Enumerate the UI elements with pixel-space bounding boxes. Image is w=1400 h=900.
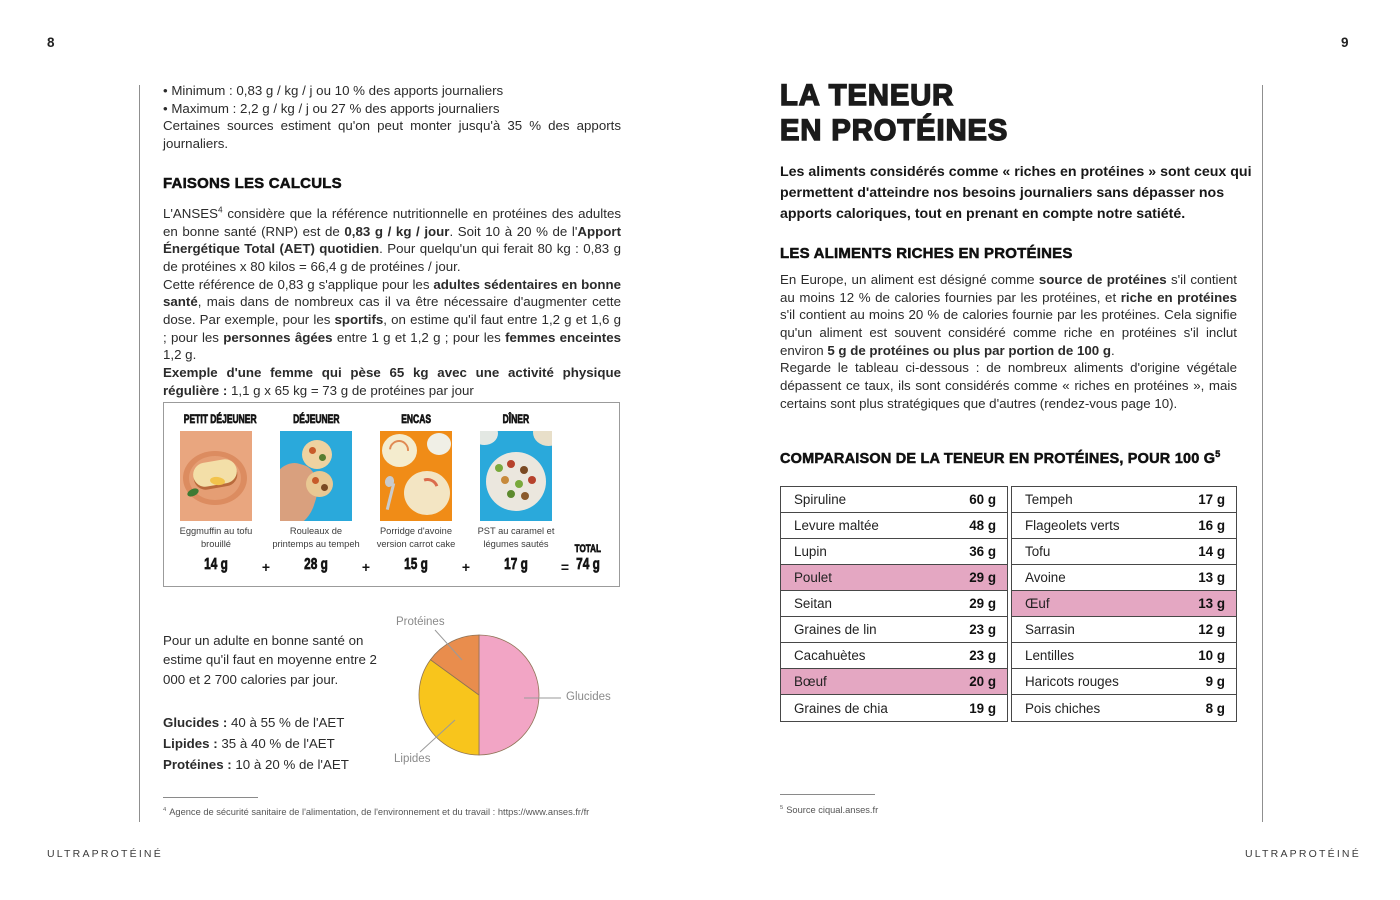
side-plate-shape	[533, 431, 552, 446]
table-row	[1012, 591, 1236, 617]
protein-table-left	[780, 486, 1008, 722]
meal-title	[471, 414, 561, 426]
grams-text: 15 g	[404, 556, 428, 573]
calories-paragraph: Pour un adulte en bonne santé on estime qu'il faut en moyenne entre 2 000 et 2 700 calories par jour.	[163, 633, 377, 687]
veggie-dot	[507, 460, 515, 468]
meal-protein-grams	[371, 556, 461, 574]
footnote-anses	[163, 807, 643, 817]
table-row	[1012, 487, 1236, 513]
food-name: Poulet	[794, 570, 832, 585]
cup-shape	[427, 433, 451, 455]
food-protein-value: 23 g	[969, 648, 996, 663]
meal-caption: Porridge d'avoine version carrot cake	[376, 526, 456, 549]
veggie-dot	[495, 464, 503, 472]
meal-caption: PST au caramel et légumes sautés	[477, 526, 555, 549]
footnote-text: Source ciqual.anses.fr	[786, 805, 879, 815]
meal-photo-porridge	[380, 431, 452, 521]
filling-dot	[319, 454, 326, 461]
right-page-rule	[1262, 85, 1263, 822]
rich-foods-heading: LES ALIMENTS RICHES EN PROTÉINES	[780, 245, 1073, 262]
book-title-footer-left: ULTRAPROTÉINÉ	[47, 848, 163, 860]
food-protein-value: 60 g	[969, 492, 996, 507]
meal-title-text: DÎNER	[502, 414, 530, 426]
meal-title	[271, 414, 361, 426]
calc-section-heading: FAISONS LES CALCULS	[163, 175, 342, 192]
food-name: Graines de lin	[794, 622, 877, 637]
macro-value: 10 à 20 % de l'AET	[231, 756, 349, 772]
footnote-marker: 5	[780, 804, 784, 811]
footnote-marker: 4	[163, 806, 167, 813]
meal-caption: Rouleaux de printemps au tempeh	[272, 526, 360, 549]
left-page-rule	[139, 85, 140, 822]
grams-text: 28 g	[304, 556, 328, 573]
macro-value: 35 à 40 % de l'AET	[217, 735, 335, 751]
chapter-title-line1: LA TENEUR	[780, 79, 955, 112]
grams-text: 14 g	[204, 556, 228, 573]
food-name: Œuf	[1025, 596, 1050, 611]
table-row	[781, 617, 1007, 643]
table-heading-footnote-marker: 5	[1215, 449, 1221, 460]
food-name: Bœuf	[794, 674, 827, 689]
meal-photo-spring-rolls	[280, 431, 352, 521]
page-number-right: 9	[1341, 35, 1349, 50]
meal-card-lunch	[271, 403, 361, 586]
table-row	[1012, 617, 1236, 643]
plus-operator: +	[361, 559, 371, 575]
table-row	[781, 695, 1007, 721]
veggie-dot	[501, 476, 509, 484]
food-protein-value: 13 g	[1198, 596, 1225, 611]
calc-paragraph: L'ANSES$^4$ considère que la référence nutritionnelle en protéines des adultes en bonne santé (RNP) est de 0,83 g / kg / jour. Soit 10 à 20 % de l'Apport Énergétique Total (AET) quotidien. Pour quelqu'un qui ferait 80 kg : 0,83 g de protéines x 80 kilos = 66,4 g de protéines / jour. Cette référence de 0,83 g s'applique pour les adultes sédentaires en bonne santé, mais dans de nombreux cas il va être nécessaire d'augmenter cette dose. Par exemple, pour les sportifs, on estime qu'il faut entre 1,2 g et 1,6 g ; pour les personnes âgées entre 1 g et 1,2 g ; pour les femmes enceintes 1,2 g. Exemple d'une femme qui pèse 65 kg avec une activité physique régulière : 1,1 g x 65 kg = 73 g de protéines par jour	[163, 205, 621, 398]
veggie-dot	[521, 492, 529, 500]
food-protein-value: 16 g	[1198, 518, 1225, 533]
calories-block	[163, 631, 383, 775]
equals-operator: =	[560, 559, 570, 575]
meal-card-snack	[371, 403, 461, 586]
food-name: Lupin	[794, 544, 827, 559]
food-protein-value: 36 g	[969, 544, 996, 559]
veggie-dot	[520, 466, 528, 474]
pie-label-lipides: Lipides	[394, 753, 431, 765]
food-name: Cacahuètes	[794, 648, 866, 663]
macro-line-proteines	[163, 754, 383, 775]
veggie-dot	[528, 476, 536, 484]
meal-title-text: DÉJEUNER	[292, 414, 340, 426]
table-heading	[780, 451, 1220, 467]
footnote-rule	[780, 794, 875, 795]
food-protein-value: 48 g	[969, 518, 996, 533]
pie-label-proteines: Protéines	[396, 616, 445, 628]
plus-operator: +	[261, 559, 271, 575]
food-name: Graines de chia	[794, 700, 888, 716]
table-row	[781, 591, 1007, 617]
table-row	[1012, 643, 1236, 669]
filling-dot	[321, 484, 328, 491]
book-title-footer-right: ULTRAPROTÉINÉ	[1245, 848, 1361, 860]
food-name: Pois chiches	[1025, 700, 1101, 716]
roll-shape	[302, 440, 332, 469]
bullet-maximum: • Maximum : 2,2 g / kg / j ou 27 % des apports journaliers	[163, 100, 500, 116]
total-value-text: 74 g	[576, 556, 600, 573]
footnote-rule	[163, 797, 258, 798]
food-protein-value: 12 g	[1198, 622, 1225, 637]
table-row	[781, 487, 1007, 513]
table-row	[1012, 669, 1236, 695]
meal-photo-stir-fry	[480, 431, 552, 521]
rich-foods-paragraph: En Europe, un aliment est désigné comme source de protéines s'il contient au moins 12 % de calories fournies par les protéines, et riche en protéines s'il contient au moins 20 % de calories fournie par les protéines. Cela signifie qu'un aliment est souvent considéré comme riche en protéines s'il inclut environ 5 g de protéines ou plus par portion de 100 g. Regarde le tableau ci-dessous : de nombreux aliments d'origine végétale dépassent ce taux, ils sont considérés comme « riches en protéines », mais certains sont plus stratégiques que d'autres (rendez-vous page 10).	[780, 272, 1237, 411]
food-protein-value: 20 g	[969, 674, 996, 689]
meal-card-breakfast	[171, 403, 261, 586]
food-protein-value: 14 g	[1198, 544, 1225, 559]
chapter-title-line2: EN PROTÉINES	[780, 114, 1009, 147]
meal-card-dinner	[471, 403, 561, 586]
food-protein-value: 9 g	[1205, 674, 1225, 689]
food-protein-value: 10 g	[1198, 648, 1225, 663]
food-name: Levure maltée	[794, 518, 879, 533]
table-heading-text: COMPARAISON DE LA TENEUR EN PROTÉINES, POUR 100 G	[780, 451, 1216, 467]
table-row	[781, 565, 1007, 591]
table-row	[1012, 513, 1236, 539]
macro-line-glucides	[163, 712, 383, 733]
food-name: Sarrasin	[1025, 622, 1075, 637]
meal-protein-grams	[271, 556, 361, 574]
macro-label: Lipides :	[163, 735, 218, 751]
food-protein-value: 13 g	[1198, 570, 1225, 585]
meal-caption: Eggmuffin au tofu brouillé	[179, 526, 253, 549]
protein-table-right	[1011, 486, 1237, 722]
food-protein-value: 23 g	[969, 622, 996, 637]
filling-dot	[309, 447, 316, 454]
macro-value: 40 à 55 % de l'AET	[227, 714, 345, 730]
bullet-minimum: • Minimum : 0,83 g / kg / j ou 10 % des apports journaliers	[163, 83, 504, 98]
filling-dot	[312, 477, 319, 484]
table-row	[781, 539, 1007, 565]
macro-label: Glucides :	[163, 714, 228, 730]
food-name: Spiruline	[794, 492, 847, 507]
grams-text: 17 g	[504, 556, 528, 573]
bullets-note: Certaines sources estiment qu'on peut monter jusqu'à 35 % des apports journaliers.	[163, 118, 621, 152]
veggie-dot	[507, 490, 515, 498]
food-protein-value: 17 g	[1198, 492, 1225, 507]
plus-operator: +	[461, 559, 471, 575]
food-protein-value: 29 g	[969, 596, 996, 611]
food-name: Lentilles	[1025, 648, 1075, 663]
table-row	[1012, 539, 1236, 565]
meal-protein-grams	[471, 556, 561, 574]
table-row	[781, 669, 1007, 695]
food-name: Haricots rouges	[1025, 674, 1119, 689]
meal-title-text: PETIT DÉJEUNER	[183, 414, 257, 426]
food-protein-value: 19 g	[969, 700, 996, 716]
food-name: Seitan	[794, 596, 832, 611]
meal-photo-eggmuffin	[180, 431, 252, 521]
food-protein-value: 29 g	[969, 570, 996, 585]
chapter-intro: Les aliments considérés comme « riches en protéines » sont ceux qui permettent d'atteindre nos besoins journaliers sans dépasser nos apports caloriques, tout en prenant en compte notre satiété.	[780, 164, 1252, 222]
roll-shape	[306, 471, 333, 497]
footnote-text: Agence de sécurité sanitaire de l'alimentation, de l'environnement et du travail : https://www.anses.fr/fr	[169, 807, 590, 817]
veggie-dot	[515, 480, 523, 488]
macro-line-lipides	[163, 733, 383, 754]
table-row	[1012, 695, 1236, 721]
food-protein-value: 8 g	[1205, 700, 1225, 716]
pie-slice-glucides	[479, 635, 539, 755]
meal-title	[171, 414, 261, 426]
daily-meals-figure	[163, 402, 620, 587]
side-plate-shape	[480, 431, 498, 445]
macro-ranges-list	[163, 712, 383, 775]
food-name: Avoine	[1025, 570, 1066, 585]
food-name: Tempeh	[1025, 492, 1073, 507]
macro-label: Protéines :	[163, 756, 232, 772]
meal-title	[371, 414, 461, 426]
meal-title-text: ENCAS	[401, 414, 431, 426]
total-label-text: TOTAL	[574, 543, 602, 555]
table-row	[1012, 565, 1236, 591]
food-name: Flageolets verts	[1025, 518, 1120, 533]
page-number-left: 8	[47, 35, 55, 50]
pie-label-glucides: Glucides	[566, 691, 611, 703]
protein-intake-bullets	[163, 82, 621, 153]
table-row	[781, 513, 1007, 539]
total-protein-grams	[553, 556, 623, 574]
food-name: Tofu	[1025, 544, 1051, 559]
table-row	[781, 643, 1007, 669]
meal-protein-grams	[171, 556, 261, 574]
total-label	[553, 543, 623, 555]
spoon-shape	[386, 483, 395, 510]
footnote-ciqual	[780, 805, 1080, 815]
